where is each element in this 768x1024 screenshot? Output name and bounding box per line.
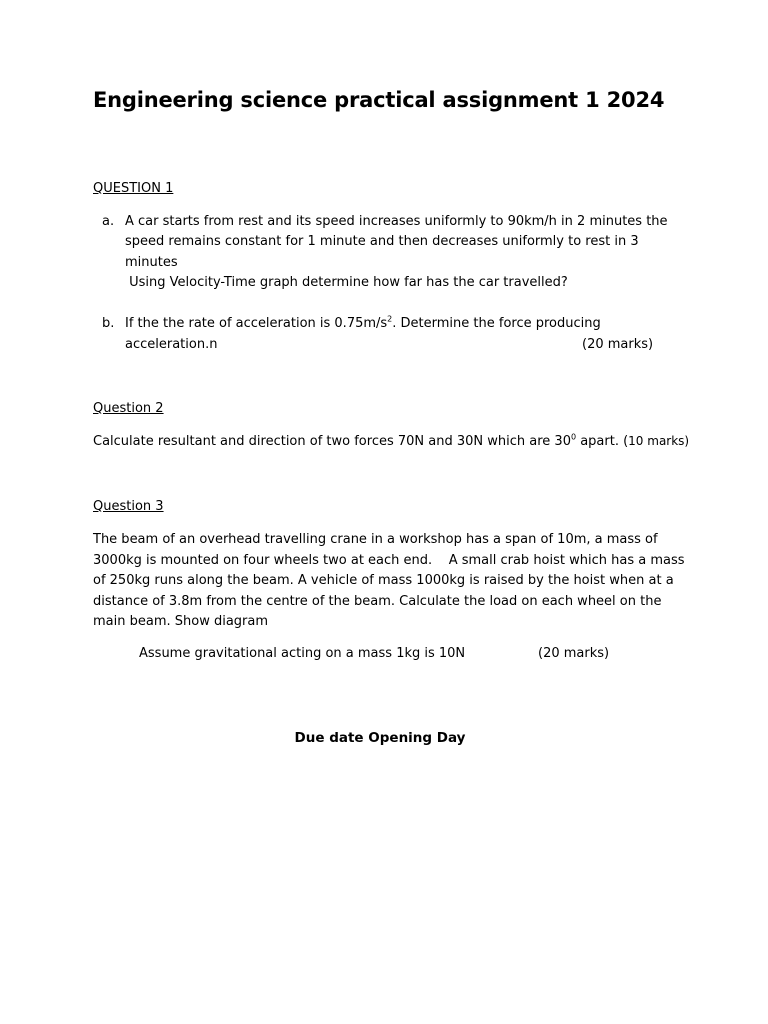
question-3-heading: Question 3 [93, 499, 164, 514]
q2-marks: 10 marks) [628, 434, 690, 448]
q3-line-4: distance of 3.8m from the centre of the beam. Calculate the load on each wheel on the [93, 594, 662, 609]
q3-line-5: main beam. Show diagram [93, 614, 269, 629]
q1-marks: (20 marks) [582, 337, 654, 352]
q3-line-1: The beam of an overhead travelling crane in a workshop has a span of 10m, a mass of [93, 532, 658, 547]
list-marker-a: a. [102, 214, 115, 229]
q1b-line-2: acceleration.n [125, 337, 218, 352]
q3-assumption: Assume gravitational acting on a mass 1kg is 10N [139, 646, 466, 661]
q3-line-2: 3000kg is mounted on four wheels two at each end. A small crab hoist which has a mass [93, 553, 685, 568]
page-title: Engineering science practical assignment 1 2024 [93, 88, 665, 112]
list-marker-b: b. [102, 316, 115, 331]
q3-line-3: of 250kg runs along the beam. A vehicle of mass 1000kg is raised by the hoist when at a [93, 573, 674, 588]
q1a-line-4: Using Velocity-Time graph determine how far has the car travelled? [125, 275, 568, 290]
q1a-line-1: A car starts from rest and its speed increases uniformly to 90km/h in 2 minutes the [125, 214, 668, 229]
q2-text: Calculate resultant and direction of two forces 70N and 30N which are $30^0$ apart. (10 marks) [93, 432, 690, 449]
q1a-line-3: minutes [125, 255, 178, 270]
question-1-heading: QUESTION 1 [93, 181, 174, 196]
question-2-heading: Question 2 [93, 401, 164, 416]
q1b-line-1: If the the rate of acceleration is $0.75m/s^2$. Determine the force producing [125, 314, 601, 331]
q3-marks: (20 marks) [538, 646, 610, 661]
due-date: Due date Opening Day [294, 730, 466, 746]
q1a-line-2: speed remains constant for 1 minute and then decreases uniformly to rest in 3 [125, 234, 639, 249]
